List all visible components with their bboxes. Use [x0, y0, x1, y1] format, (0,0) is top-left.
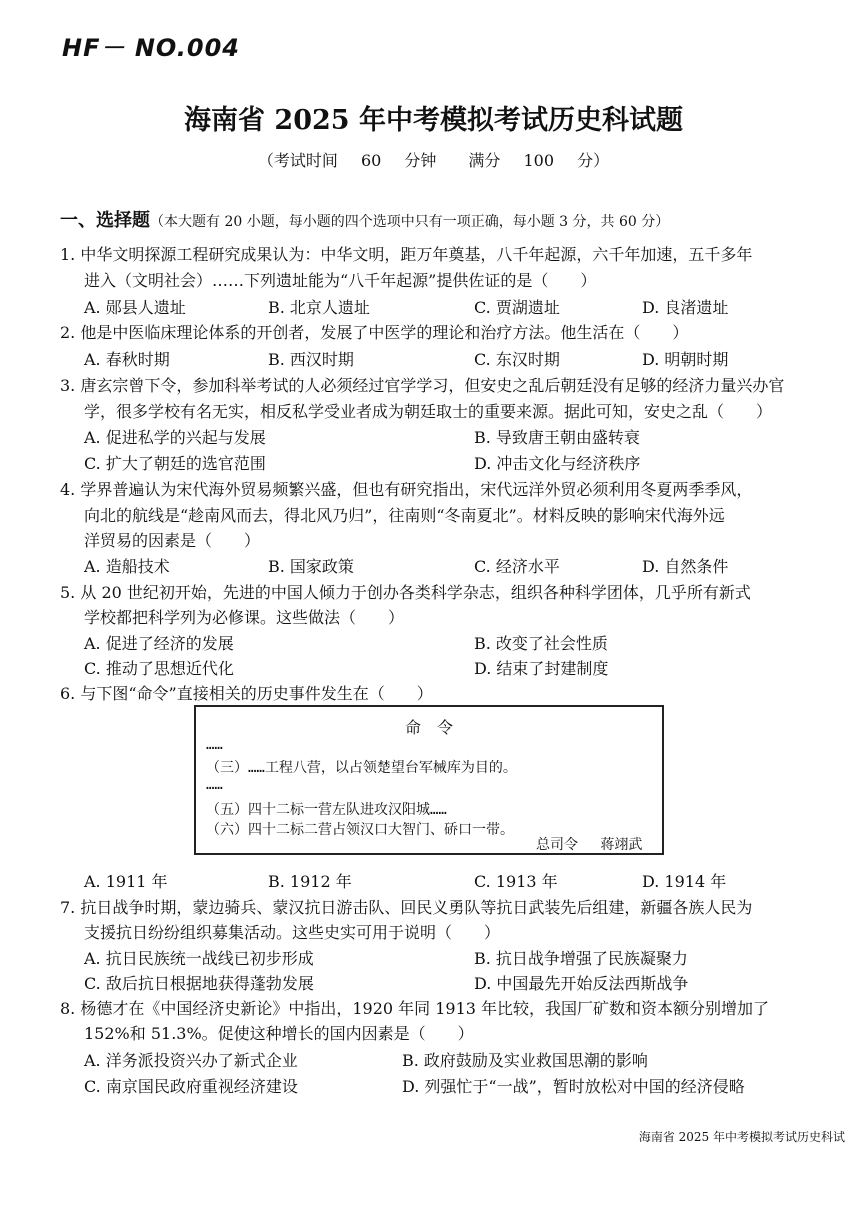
question-3-option-a: A. 促进私学的兴起与发展: [84, 428, 266, 447]
question-4-line-3: 洋贸易的因素是（ ）: [84, 531, 261, 550]
question-5-option-c: C. 推动了思想近代化: [84, 659, 234, 678]
question-7-line-1: 7. 抗日战争时期，蒙边骑兵、蒙汉抗日游击队、回民义勇队等抗日武装先后组建，新疆各族人民为: [60, 898, 753, 917]
figure-line-2: （三）……工程八营，以占领楚望台军械库为目的。: [206, 760, 517, 776]
question-6-option-d: D. 1914 年: [642, 872, 727, 891]
question-8-option-b: B. 政府鼓励及实业救国思潮的影响: [402, 1051, 648, 1070]
question-2-option-b: B. 西汉时期: [268, 350, 354, 369]
section-title: 一、选择题: [60, 210, 150, 231]
exam-title: 海南省 2025 年中考模拟考试历史科试题: [184, 105, 683, 136]
paper-code: HF－ NO.004: [62, 34, 241, 62]
figure-line-5: （六）四十二标二营占领汉口大智门、硚口一带。: [206, 822, 514, 838]
page-footer: 海南省 2025 年中考模拟考试历史科试: [638, 1130, 845, 1144]
section-note: （本大题有 20 小题，每小题的四个选项中只有一项正确，每小题 3 分，共 60 分）: [150, 214, 670, 230]
figure-line-4: （五）四十二标一营左队进攻汉阳城……: [206, 802, 447, 818]
question-3-line-2: 学，很多学校有名无实，相反私学受业者成为朝廷取士的重要来源。据此可知，安史之乱（ ）: [84, 402, 773, 421]
question-7-option-c: C. 敌后抗日根据地获得蓬勃发展: [84, 974, 314, 993]
section-heading: [60, 206, 669, 232]
question-4-line-2: 向北的航线是“趁南风而去，得北风乃归”，往南则“冬南夏北”。材料反映的影响宋代海外远: [84, 506, 725, 525]
question-4-line-1: 4. 学界普遍认为宋代海外贸易频繁兴盛，但也有研究指出，宋代远洋外贸必须利用冬夏两季季风，: [60, 480, 753, 499]
question-8-option-c: C. 南京国民政府重视经济建设: [84, 1077, 298, 1096]
question-1-option-d: D. 良渚遗址: [642, 298, 729, 317]
question-6-option-c: C. 1913 年: [474, 872, 558, 891]
question-3-line-1: 3. 唐玄宗曾下令，参加科举考试的人必须经过官学学习，但安史之乱后朝廷没有足够的经济力量兴办官: [60, 376, 785, 395]
question-4-option-b: B. 国家政策: [268, 557, 354, 576]
question-5-line-1: 5. 从 20 世纪初开始，先进的中国人倾力于创办各类科学杂志，组织各种科学团体，几乎所有新式: [60, 583, 751, 602]
question-3-option-b: B. 导致唐王朝由盛转衰: [474, 428, 640, 447]
question-8-option-a: A. 洋务派投资兴办了新式企业: [84, 1051, 298, 1070]
question-1-option-c: C. 贾湖遗址: [474, 298, 560, 317]
question-3-option-c: C. 扩大了朝廷的选官范围: [84, 454, 266, 473]
question-2-line-1: 2. 他是中医临床理论体系的开创者，发展了中医学的理论和治疗方法。他生活在（ ）: [60, 323, 689, 342]
figure-title: 命 令: [404, 718, 453, 737]
question-4-option-a: A. 造船技术: [84, 557, 170, 576]
question-2-option-d: D. 明朝时期: [642, 350, 729, 369]
question-1-option-b: B. 北京人遗址: [268, 298, 370, 317]
question-8-option-d: D. 列强忙于“一战”，暂时放松对中国的经济侵略: [402, 1077, 745, 1096]
question-7-option-b: B. 抗日战争增强了民族凝聚力: [474, 949, 688, 968]
figure-line-3: ……: [206, 777, 223, 793]
question-1-option-a: A. 郧县人遗址: [84, 298, 186, 317]
question-5-option-d: D. 结束了封建制度: [474, 659, 609, 678]
order-document-figure: [194, 705, 664, 855]
question-3-option-d: D. 冲击文化与经济秩序: [474, 454, 641, 473]
figure-line-1: ……: [206, 737, 223, 753]
question-6-line-1: 6. 与下图“命令”直接相关的历史事件发生在（ ）: [60, 684, 433, 703]
question-1-line-1: 1. 中华文明探源工程研究成果认为：中华文明，距万年奠基，八千年起源，六千年加速，五千多年: [60, 245, 753, 264]
question-1-line-2: 进入（文明社会）……下列遗址能为“八千年起源”提供佐证的是（ ）: [84, 271, 597, 290]
question-5-option-a: A. 促进了经济的发展: [84, 634, 234, 653]
question-7-option-d: D. 中国最先开始反法西斯战争: [474, 974, 689, 993]
question-4-option-d: D. 自然条件: [642, 557, 729, 576]
question-5-option-b: B. 改变了社会性质: [474, 634, 608, 653]
question-6-option-a: A. 1911 年: [84, 872, 168, 891]
question-7-option-a: A. 抗日民族统一战线已初步形成: [84, 949, 314, 968]
exam-subtitle: （考试时间 60 分钟 满分 100 分）: [257, 151, 610, 170]
question-4-option-c: C. 经济水平: [474, 557, 560, 576]
question-8-line-2: 152%和 51.3%。促使这种增长的国内因素是（ ）: [84, 1024, 474, 1043]
question-5-line-2: 学校都把科学列为必修课。这些做法（ ）: [84, 608, 405, 627]
question-8-line-1: 8. 杨德才在《中国经济史新论》中指出，1920 年同 1913 年比较，我国厂矿数和资本额分别增加了: [60, 999, 770, 1018]
question-7-line-2: 支援抗日纷纷组织募集活动。这些史实可用于说明（ ）: [84, 923, 501, 942]
figure-signature: 总司令 蒋翊武: [536, 837, 643, 853]
question-2-option-c: C. 东汉时期: [474, 350, 560, 369]
question-6-option-b: B. 1912 年: [268, 872, 352, 891]
question-2-option-a: A. 春秋时期: [84, 350, 170, 369]
